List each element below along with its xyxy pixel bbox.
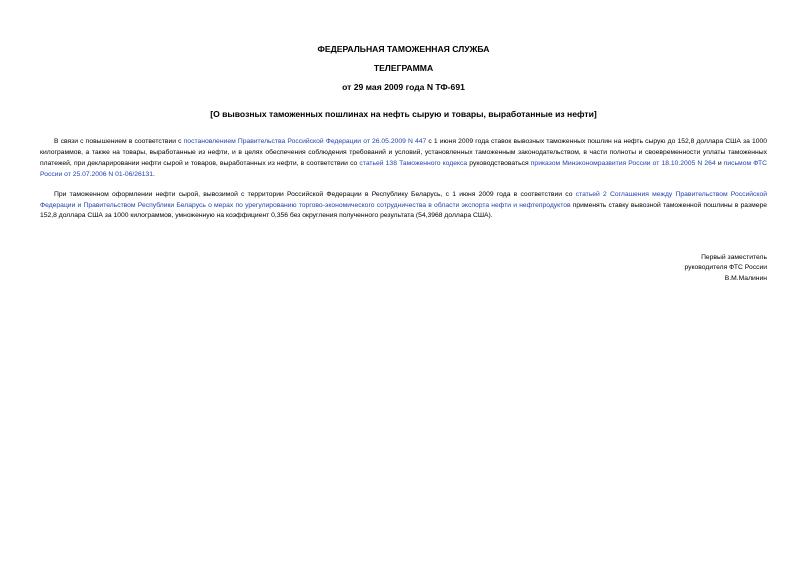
paragraph-2-text-2: применять ставку вывозной таможенной пошлины в размере 152,8 доллара США за 1000 килограммов, умноженную на коэффициент 0,356 без округления полученного результата (54,3968 доллара США). xyxy=(40,201,767,220)
paragraph-1-text-4: и xyxy=(715,159,724,167)
paragraph-1 xyxy=(40,137,767,181)
link-order-minecon-264[interactable]: приказом Минэкономразвития России от 18.10.2005 N 264 xyxy=(530,159,716,167)
agency-heading: ФЕДЕРАЛЬНАЯ ТАМОЖЕННАЯ СЛУЖБА xyxy=(317,44,490,54)
signature-block xyxy=(684,253,767,284)
document-date-line: от 29 мая 2009 года N ТФ-691 xyxy=(342,82,465,92)
document-type-heading: ТЕЛЕГРАММА xyxy=(373,63,434,73)
document-title: [О вывозных таможенных пошлинах на нефть сырую и товары, выработанные из нефти] xyxy=(210,109,597,119)
paragraph-1-text-1: В связи с повышением в соответствии с xyxy=(54,138,184,145)
link-agreement-article-2[interactable]: статьей 2 Соглашения между Правительством Российской Федерации и Правительством Республики Беларусь о мерах по урегулированию торгово-экономического сотрудничества в области экспорта нефти и нефтепродуктов xyxy=(40,190,767,209)
signature-position-line-2: руководителя ФТС России xyxy=(684,264,767,272)
link-customs-code-article-138[interactable]: статьей 138 Таможенного кодекса xyxy=(359,159,468,167)
paragraph-2-text-1: При таможенном оформлении нефти сырой, вывозимой с территории Российской Федерации в Республику Беларусь, с 1 июня 2009 года в соответствии со xyxy=(54,190,576,198)
paragraph-1-text-5: . xyxy=(153,170,155,178)
paragraph-1-text-3: руководствоваться xyxy=(467,159,531,167)
link-government-decree-447[interactable]: постановлением Правительства Российской Федерации от 26.05.2009 N 447 xyxy=(183,138,427,145)
signature-name: В.М.Малинин xyxy=(724,274,767,282)
link-fts-letter-26131[interactable]: письмом ФТС России от 25.07.2006 N 01-06/26131 xyxy=(40,159,767,178)
signature-position-line-1: Первый заместитель xyxy=(701,254,767,261)
paragraph-2 xyxy=(40,190,767,223)
paragraph-1-text-2: с 1 июня 2009 года ставок вывозных таможенных пошлин на нефть сырую до 152,8 доллара США за 1000 килограммов, а также на товары, выработанные из нефти, и в целях обеспечения соблюдения требований и условий, установленных таможенным законодательством, в части полноты и своевременности уплаты таможенных платежей, при декларировании нефти сырой и товаров, выработанных из нефти, в соответствии со xyxy=(40,138,767,167)
